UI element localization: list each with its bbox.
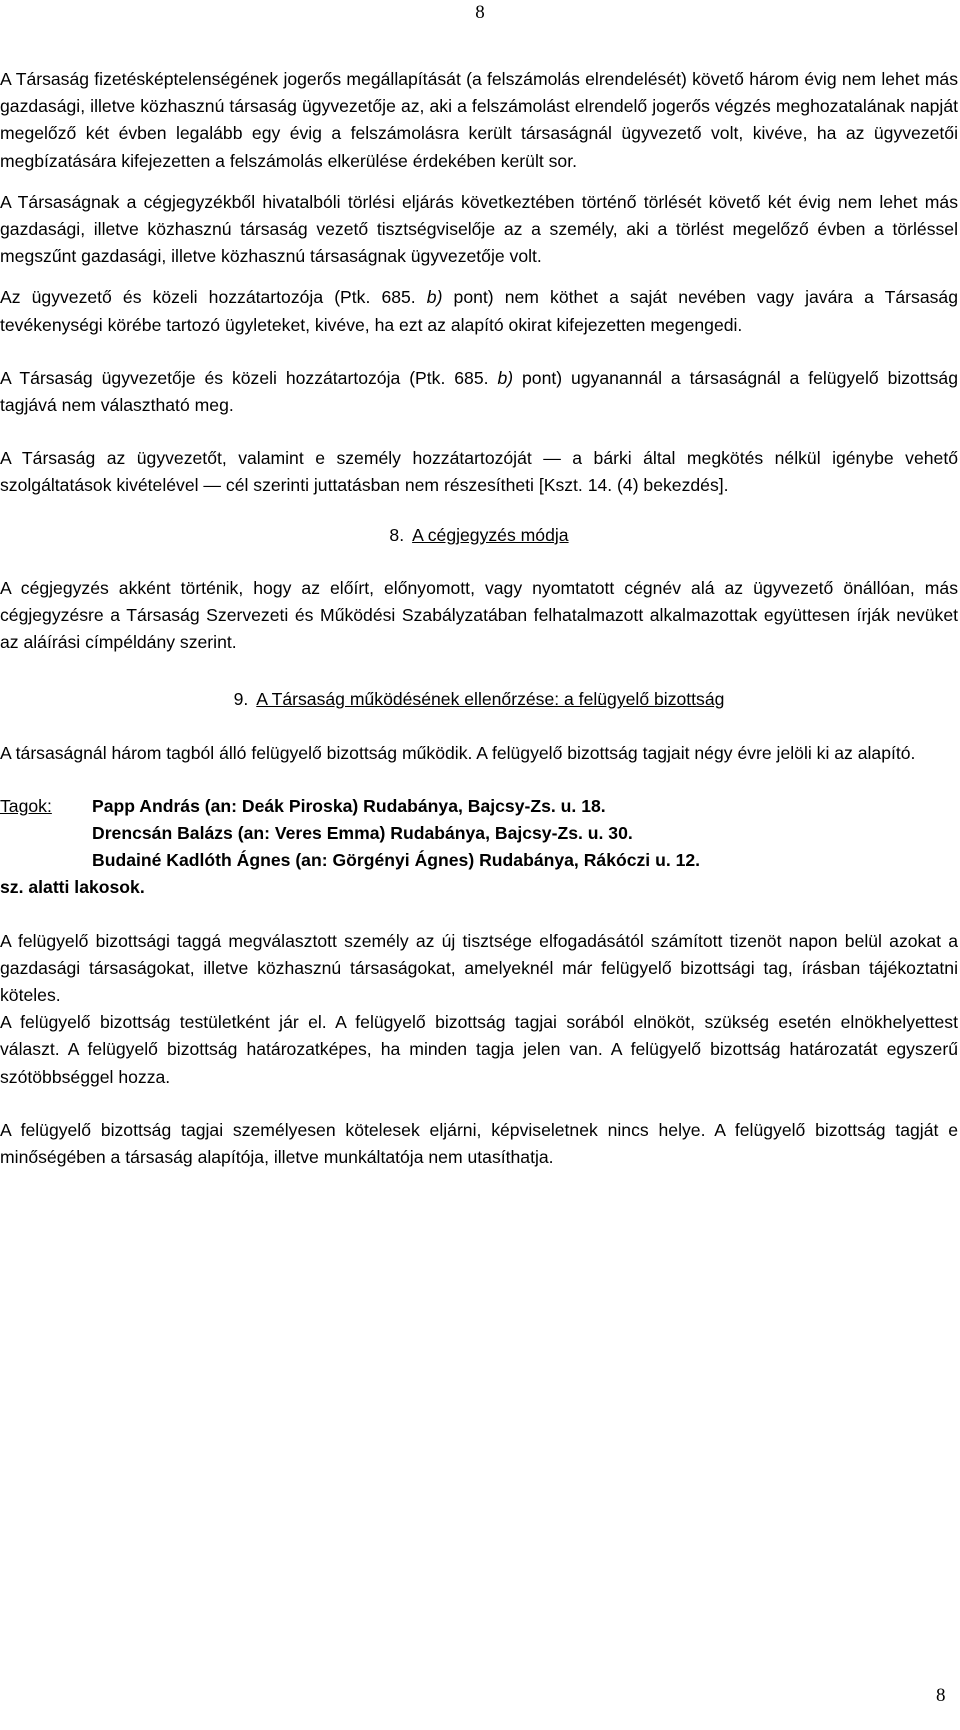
text-segment: pont) nem köthet a saját nevében vagy javára a Társaság tevékenységi körébe tartozó ügyleteket, kivéve, ha ezt az alapító okirat kifejezetten megengedi. [0,287,958,335]
member-entry: Papp András (an: Deák Piroska) Rudabánya, Bajcsy-Zs. u. 18. [92,795,606,816]
italic-ref: b) [426,287,443,308]
paragraph-notification: A felügyelő bizottsági taggá megválasztott személy az új tisztsége elfogadásától számított tizenöt napon belül azokat a gazdasági társaságokat, illetve közhasznú társaságokat, amelyeknél már felügyelő bizottsági tag, írásban tájékoztatni köteles. [0,930,958,1006]
section-number: 9. [233,689,249,710]
paragraph-board-operation: A felügyelő bizottság testületként jár el. A felügyelő bizottság tagjai sorából elnököt, szükség esetén elnökhelyettest választ. A felügyelő bizottság határozatképes, ha minden tagja jelen van. A felügyelő bizottság határozatát egyszerű szótöbbséggel hozza. [0,1012,958,1087]
document-body [0,66,958,1171]
section-title: A cégjegyzés módja [412,524,569,545]
member-row [0,847,958,874]
paragraph-manager-board [0,365,958,419]
section-number: 8. [389,524,405,545]
members-suffix: sz. alatti lakosok. [0,877,145,898]
section-heading-9 [0,686,958,713]
page-number-top: 8 [475,2,485,23]
text-segment: A Társaság ügyvezetője és közeli hozzátartozója (Ptk. 685. [0,367,498,388]
page-number-bottom: 8 [936,1685,946,1706]
member-row [0,793,958,820]
paragraph-benefits: A Társaság az ügyvezetőt, valamint e személy hozzátartozóját — a bárki által megkötés nélkül igénybe vehető szolgáltatások kivételével — cél szerinti juttatásban nem részesítheti [Kszt. 14. (4) bekezdés]. [0,448,958,496]
section-title: A Társaság működésének ellenőrzése: a felügyelő bizottság [256,689,725,710]
paragraph-liquidation: A Társaság fizetésképtelenségének jogerős megállapítását (a felszámolás elrendelését) követő három évig nem lehet más gazdasági, illetve közhasznú társaság ügyvezetője az, aki a felszámolást elrendelő jogerős végzés meghozatalának napját megelőző két évben legalább egy évig a felszámolásra került társaságnál ügyvezető volt, kivéve, ha az ügyvezetői megbízatására kifejezetten a felszámolás elkerülése érdekében került sor. [0,69,958,171]
paragraph-signature: A cégjegyzés akként történik, hogy az előírt, előnyomott, vagy nyomtatott cégnév alá az ügyvezető önállóan, más cégjegyzésre a Társaság Szervezeti és Működési Szabályzatában felhatalmazott alkalmazottak együttesen írják nevüket az aláírási címpéldány szerint. [0,577,958,653]
section-heading-8 [0,522,958,549]
paragraph-supervisory-board: A társaságnál három tagból álló felügyelő bizottság működik. A felügyelő bizottság tagjait négy évre jelöli ki az alapító. [0,742,916,763]
members-list [0,793,958,902]
members-label: Tagok: [0,795,52,816]
member-entry: Drencsán Balázs (an: Veres Emma) Rudabánya, Bajcsy-Zs. u. 30. [92,823,633,844]
paragraph-manager-transactions [0,284,958,338]
text-segment: Az ügyvezető és közeli hozzátartozója (Ptk. 685. [0,287,427,308]
paragraph-personal-duty: A felügyelő bizottság tagjai személyesen kötelesek eljárni, képviseletnek nincs helye. A felügyelő bizottság tagját e minőségében a társaság alapítója, illetve munkáltatója nem utasíthatja. [0,1119,958,1168]
italic-ref: b) [497,367,514,388]
member-entry: Budainé Kadlóth Ágnes (an: Görgényi Ágnes) Rudabánya, Rákóczi u. 12. [92,850,701,871]
text-segment: pont) ugyanannál a társaságnál a felügyelő bizottság tagjává nem választható meg. [0,367,958,416]
paragraph-deletion: A Társaságnak a cégjegyzékből hivatalbóli törlési eljárás következtében történő törlését követő két évig nem lehet más gazdasági, illetve közhasznú társaság vezető tisztségviselője az a személy, aki a törlést megelőző évben a törléssel megszűnt gazdasági, illetve közhasznú társaságnak ügyvezetője volt. [0,191,958,267]
member-row [0,820,958,847]
